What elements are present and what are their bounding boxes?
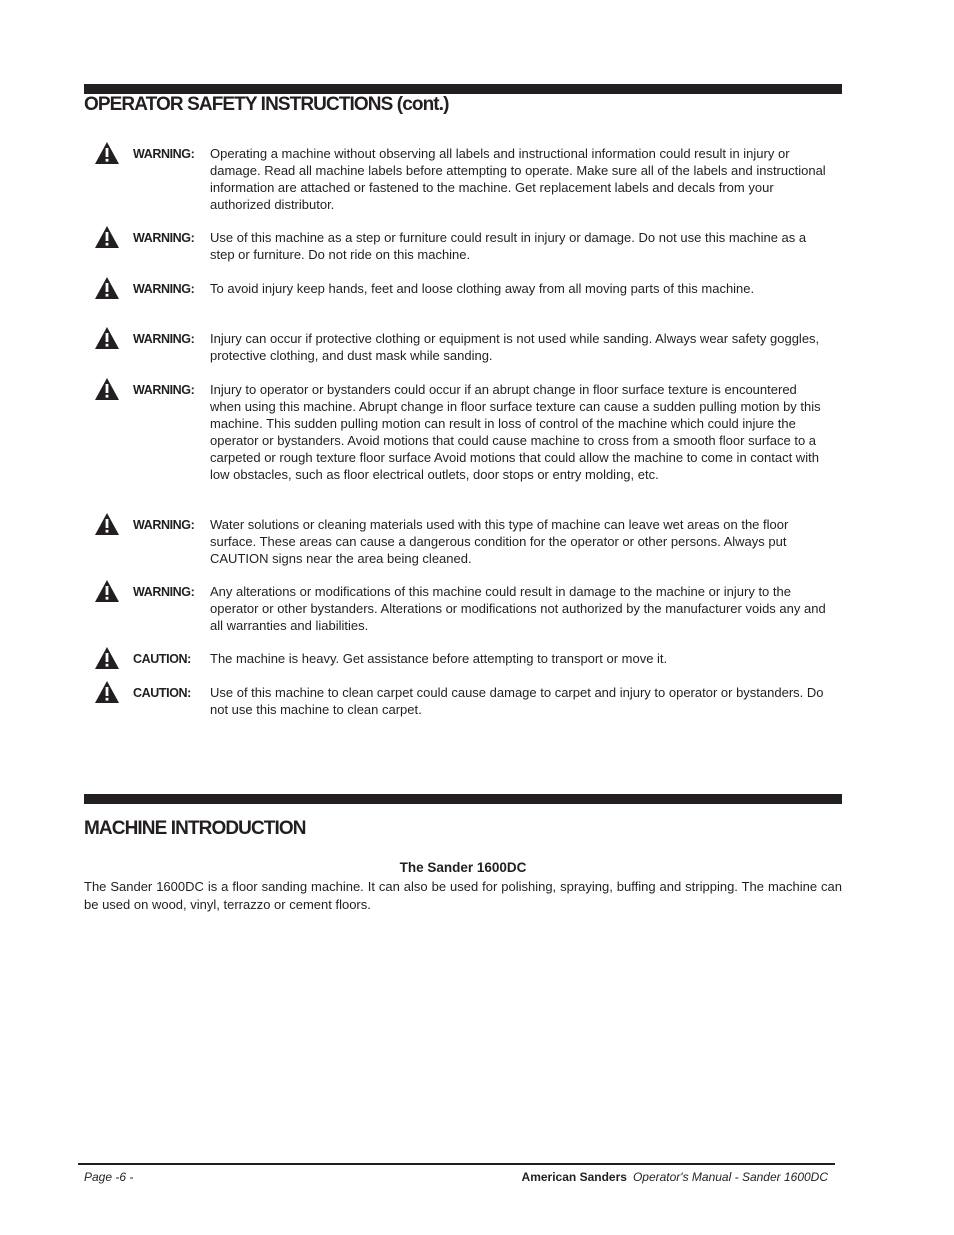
notice-label: WARNING: xyxy=(133,231,195,245)
warning-triangle-icon xyxy=(94,680,120,704)
footer-brand: American Sanders xyxy=(521,1170,627,1184)
notice-text: To avoid injury keep hands, feet and loose clothing away from all moving parts of this machine. xyxy=(210,281,755,296)
section-top-rule xyxy=(84,84,842,94)
notice-text: The machine is heavy. Get assistance before attempting to transport or move it. xyxy=(210,651,668,666)
machine-intro-text: The Sander 1600DC is a floor sanding machine. It can also be used for polishing, spraying, buffing and stripping. The machine can be used on wood, vinyl, terrazzo or cement floors. xyxy=(84,879,842,912)
notice-text: Injury can occur if protective clothing or equipment is not used while sanding. Always wear safety goggles, protective clothing, and dust mask while sanding. xyxy=(210,331,820,363)
notice-text: Use of this machine to clean carpet could cause damage to carpet and injury to operator or bystanders. Do not use this machine to clean carpet. xyxy=(210,685,824,717)
warning-triangle-icon xyxy=(94,512,120,536)
notice-label: CAUTION: xyxy=(133,652,191,666)
section-top-rule xyxy=(84,794,842,804)
footer-manual-title xyxy=(522,1170,828,1184)
warning-triangle-icon xyxy=(94,646,120,670)
warning-triangle-icon xyxy=(94,326,120,350)
notice-label: WARNING: xyxy=(133,147,195,161)
page-number: Page -6 - xyxy=(84,1170,134,1184)
warning-triangle-icon xyxy=(94,141,120,165)
footer-rule xyxy=(78,1163,835,1165)
warning-triangle-icon xyxy=(94,579,120,603)
section-title-introduction: MACHINE INTRODUCTION xyxy=(84,818,306,839)
notice-text: Any alterations or modifications of this machine could result in damage to the machine or injury to the operator or other bystanders. Alterations or modifications not authorized by the manufacturer voids any and all warranties and liabilities. xyxy=(210,584,826,633)
notice-label: WARNING: xyxy=(133,332,195,346)
notice-label: WARNING: xyxy=(133,518,195,532)
notice-text: Injury to operator or bystanders could occur if an abrupt change in floor surface texture is encountered when using this machine. Abrupt change in floor surface texture can cause a sudden pulling motion by this machine. This sudden pulling motion can result in loss of control of the machine which could injure the operator or bystanders. Avoid motions that could cause machine to cross from a smooth floor surface to a carpeted or rough texture floor surface Avoid motions that could allow the machine to come in contact with low obstacles, such as floor electrical outlets, door stops or entry molding, etc. xyxy=(210,382,821,482)
notice-label: WARNING: xyxy=(133,383,195,397)
notice-text: Operating a machine without observing all labels and instructional information could result in injury or damage. Read all machine labels before attempting to operate. Make sure all of the labels and instructional information are attached or fastened to the machine. Get replacement labels and decals from your authorized distributor. xyxy=(210,146,826,212)
machine-subheading: The Sander 1600DC xyxy=(399,860,527,875)
warning-triangle-icon xyxy=(94,276,120,300)
footer-manual-name: Operator's Manual - Sander 1600DC xyxy=(632,1170,828,1184)
warning-triangle-icon xyxy=(94,377,120,401)
notice-text: Use of this machine as a step or furniture could result in injury or damage. Do not use this machine as a step or furniture. Do not ride on this machine. xyxy=(210,230,807,262)
warning-triangle-icon xyxy=(94,225,120,249)
notice-label: CAUTION: xyxy=(133,686,191,700)
notice-label: WARNING: xyxy=(133,282,195,296)
section-title-safety: OPERATOR SAFETY INSTRUCTIONS (cont.) xyxy=(84,94,449,115)
notice-label: WARNING: xyxy=(133,585,195,599)
notice-text: Water solutions or cleaning materials used with this type of machine can leave wet areas on the floor surface. These areas can cause a dangerous condition for the operator or other persons. Always put CAUTION signs near the area being cleaned. xyxy=(210,517,789,566)
